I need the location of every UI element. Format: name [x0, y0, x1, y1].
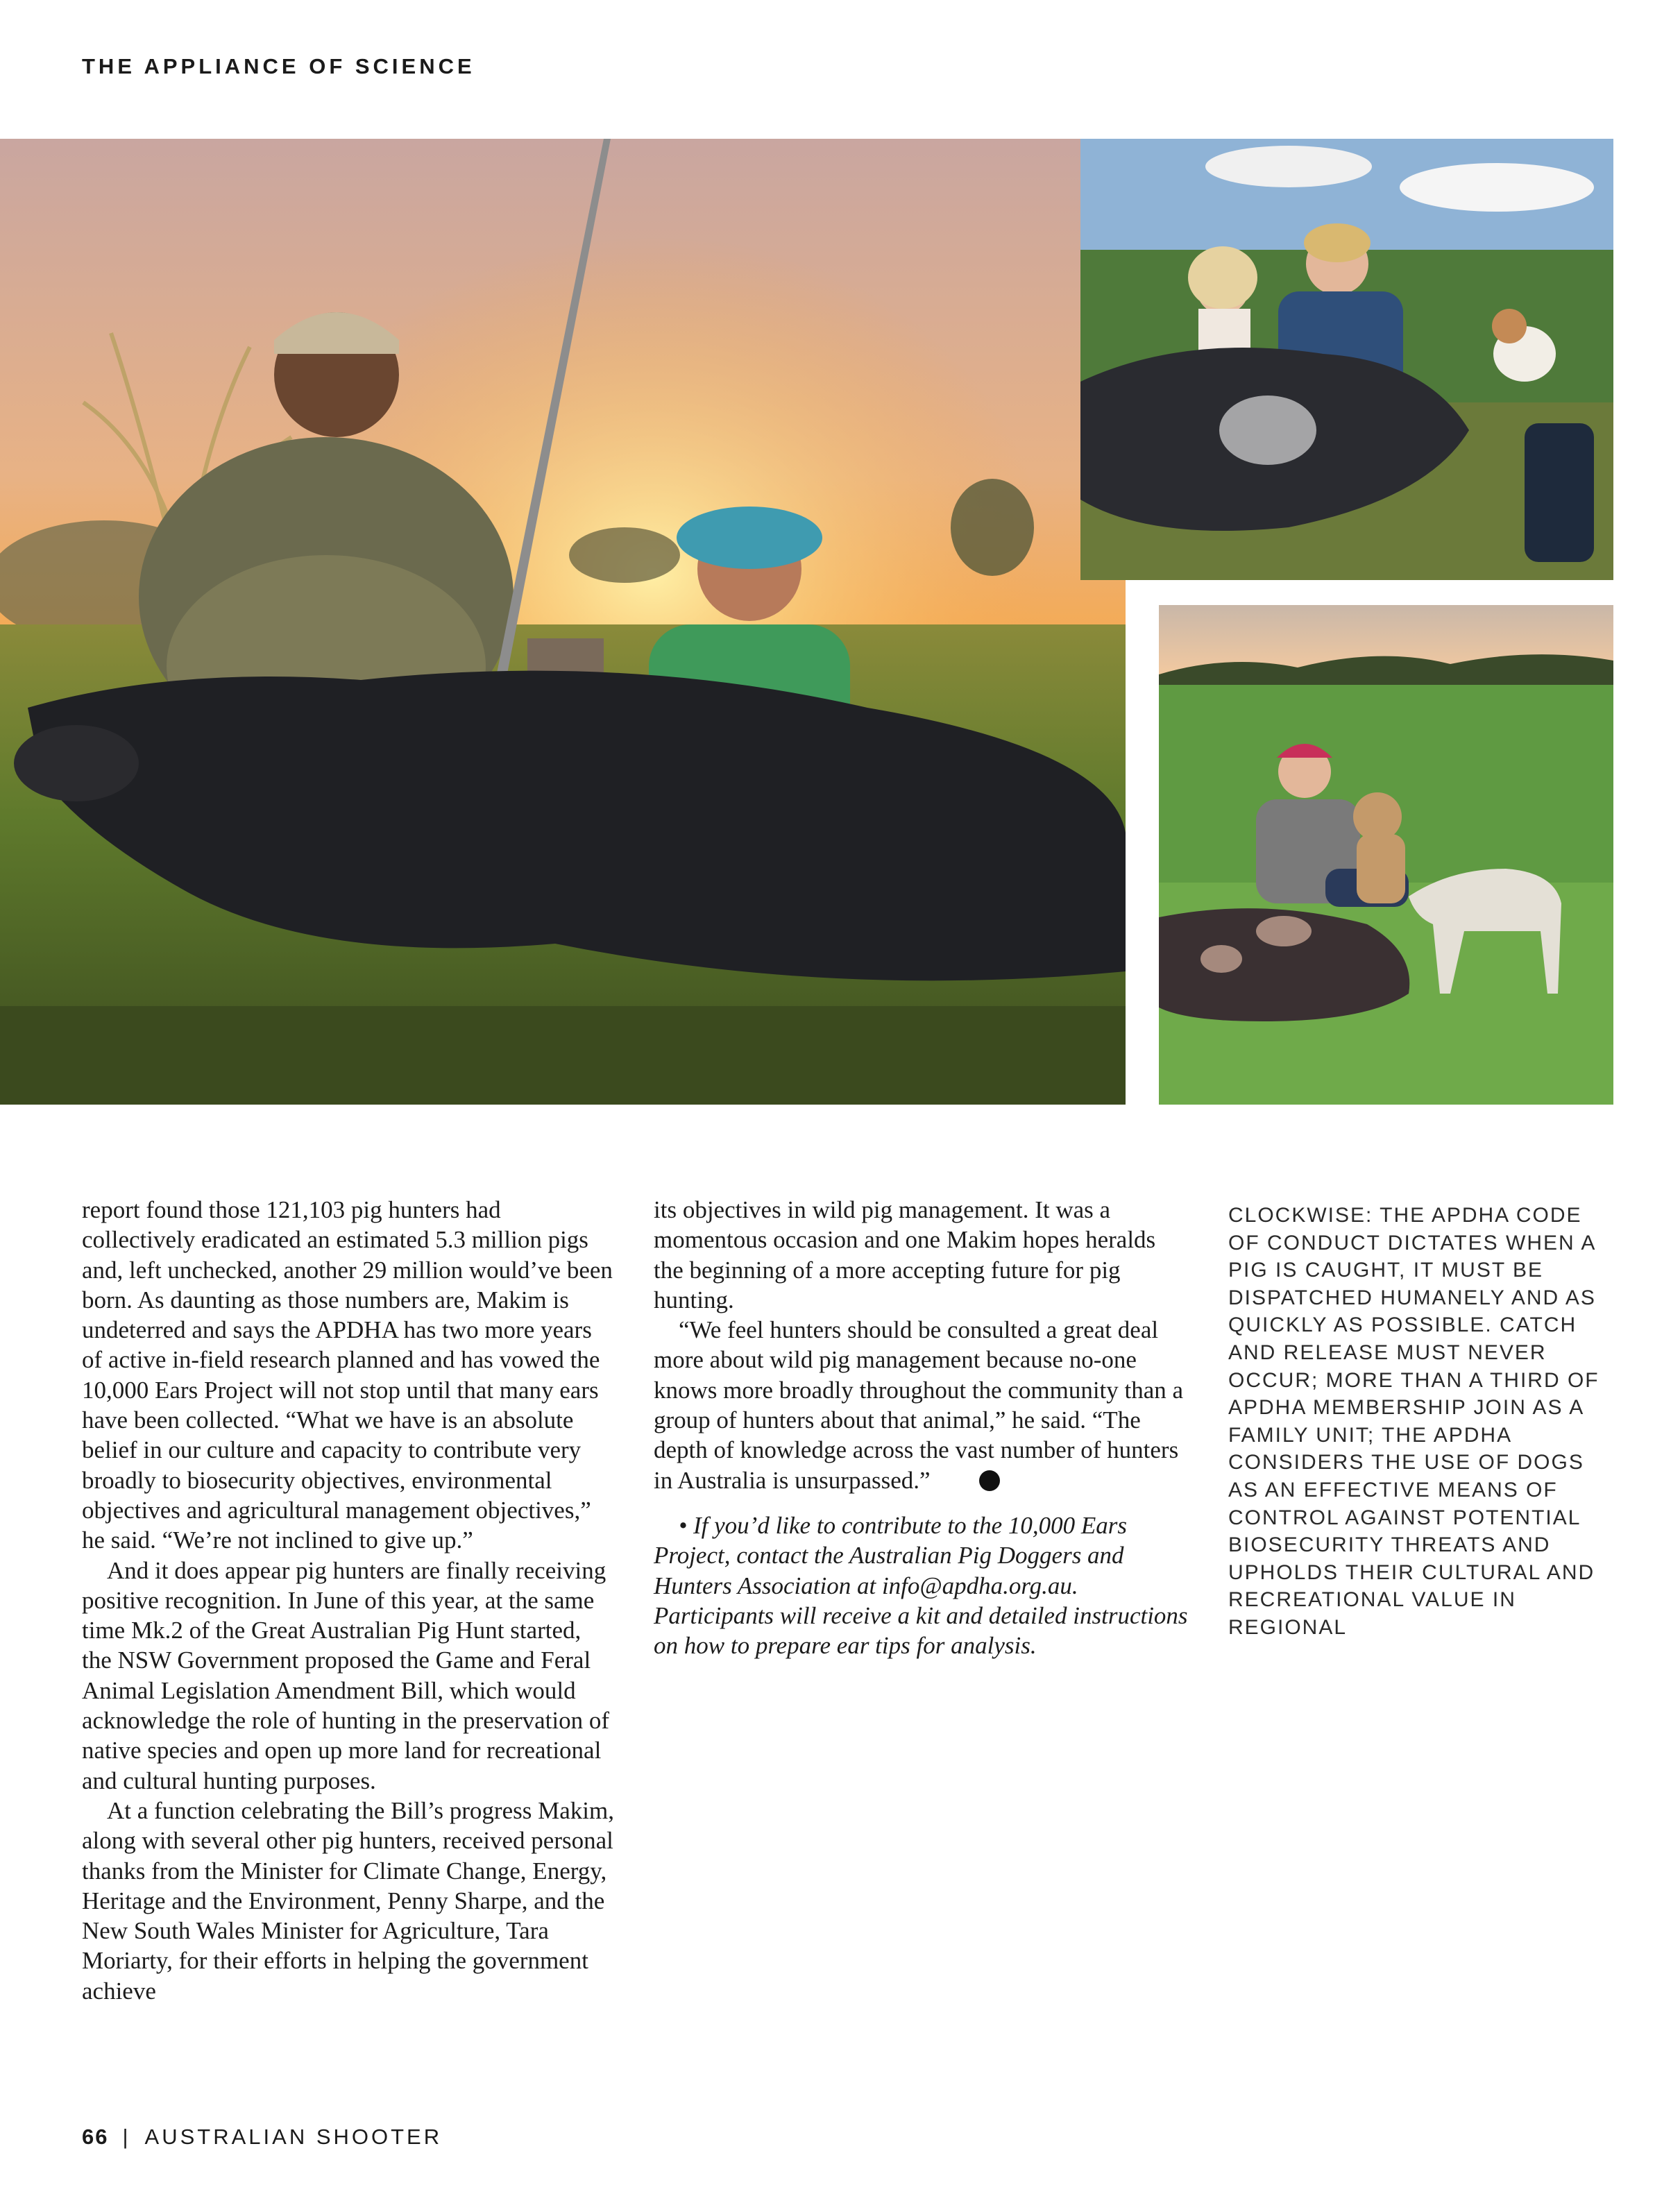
photo-caption: CLOCKWISE: THE APDHA CODE OF CONDUCT DICTATES WHEN A PIG IS CAUGHT, IT MUST BE DISPATCHED HUMANELY AND AS QUICKLY AS POSSIBLE. CATCH AND RELEASE MUST NEVER OCCUR; MORE THAN A THIRD OF APDHA MEMBERSHIP JOIN AS A FAMILY UNIT; THE APDHA CONSIDERS THE USE OF DOGS AS AN EFFECTIVE MEANS OF CONTROL AGAINST POTENTIAL BIOSECURITY THREATS AND UPHOLDS THEIR CULTURAL AND RECREATIONAL VALUE IN REGIONAL: [1228, 1204, 1600, 1639]
publication-name: AUSTRALIAN SHOOTER: [144, 2125, 443, 2149]
page-footer: [82, 2125, 442, 2150]
article-paragraph: And it does appear pig hunters are finally receiving positive recognition. In June of this year, at the same time Mk.2 of the Great Australian Pig Hunt started, the NSW Government proposed the Game and Feral Animal Legislation Amendment Bill, which would acknowledge the role of hunting in the preservation of native species and open up more land for recreational and cultural hunting purposes.: [82, 1556, 610, 1794]
woman-photo-illustration: [1159, 605, 1613, 1105]
woman-photo: [1159, 605, 1613, 1105]
main-photo-illustration: [0, 139, 1126, 1105]
article-paragraph: “We feel hunters should be consulted a great deal more about wild pig management because no-one knows more broadly throughout the community than a group of hunters about that animal,” he said. “The depth of knowledge across the vast number of hunters in Australia is unsurpassed.”: [654, 1316, 1184, 1494]
end-of-article-mark: [979, 1470, 1000, 1491]
article-paragraph: its objectives in wild pig management. It was a momentous occasion and one Makim hopes heralds the beginning of a more accepting future for pig hunting.: [654, 1196, 1156, 1313]
main-photo: [0, 139, 1126, 1105]
article-column-left: [82, 1195, 616, 2006]
kids-photo-illustration: [1080, 139, 1613, 580]
page-number: 66: [82, 2125, 109, 2149]
article-paragraph: At a function celebrating the Bill’s progress Makim, along with several other pig hunters, received personal thanks from the Minister for Climate Change, Energy, Heritage and the Environment, Penny Sharpe, and the New South Wales Minister for Agriculture, Tara Moriarty, for their efforts in helping the government achieve: [82, 1796, 614, 2005]
article-paragraph-with-end-mark: [654, 1315, 1188, 1495]
section-label: THE APPLIANCE OF SCIENCE: [82, 54, 475, 78]
article-paragraph: report found those 121,103 pig hunters had collectively eradicated an estimated 5.3 million pigs and, left unchecked, another 29 million would’ve been born. As daunting as those numbers are, Makim is undeterred and says the APDHA has two more years of active in-field research planned and has vowed the 10,000 Ears Project will not stop until that many ears have been collected. “What we have is an absolute belief in our culture and capacity to contribute very broadly to biosecurity objectives, environmental objectives and agricultural management objectives,” he said. “We’re not inclined to give up.”: [82, 1196, 613, 1554]
kids-photo: [1080, 139, 1613, 580]
article-column-middle: [654, 1195, 1188, 1660]
contribution-note: • If you’d like to contribute to the 10,000 Ears Project, contact the Australian Pig Doggers and Hunters Association at info@apdha.org.au. Participants will receive a kit and detailed instructions on how to prepare ear tips for analysis.: [654, 1511, 1188, 1660]
footer-separator: |: [122, 2125, 131, 2149]
